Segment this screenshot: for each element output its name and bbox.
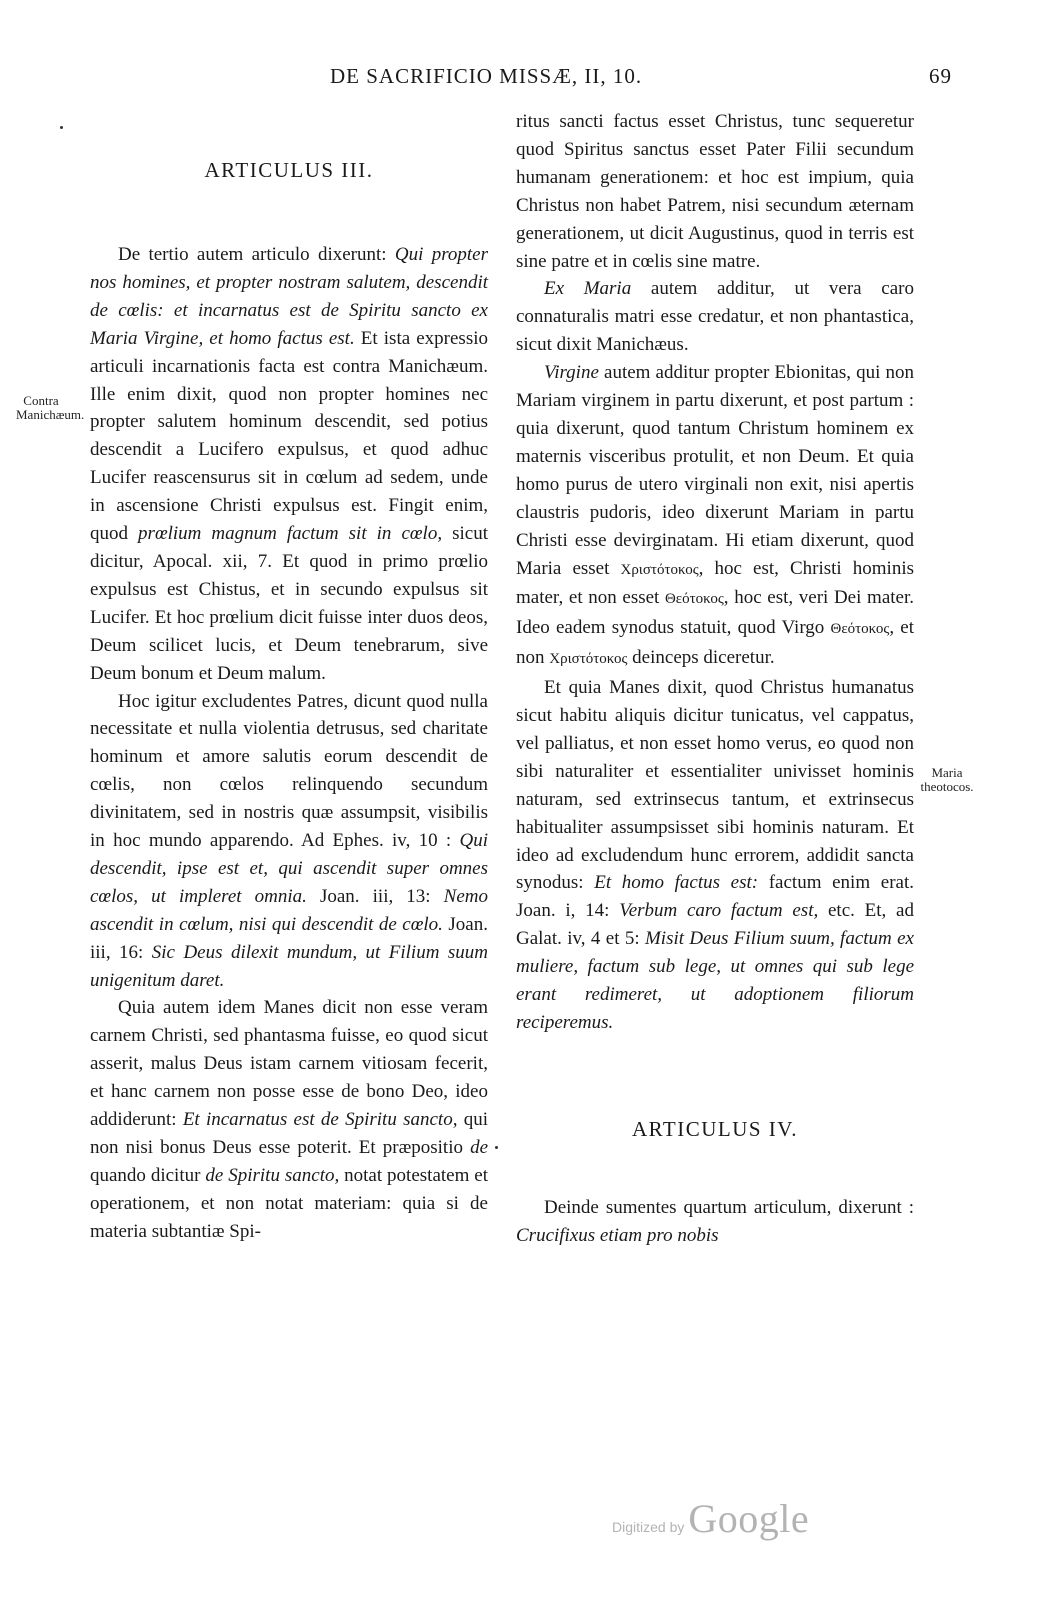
text-run: Hoc igitur excludentes Patres, dicunt quod nulla necessitate et nulla violentia detrusus, sed charitate hominum et amore salutis eorum descendit de cœlis, non cœlos relinquendo secundum divinitatem, sed in nostris quæ assumpsit, visibilis in hoc mundo apparendo. Ad Ephes. iv, 10 : bbox=[90, 690, 488, 852]
text-run: , hoc est, Christi hominis mater, et non esset bbox=[516, 557, 914, 609]
quotation: Nemo ascendit in cœlum, nisi qui descendit de cœlo. bbox=[90, 885, 488, 935]
page-number: 69 bbox=[929, 64, 952, 88]
article-heading-iv: ARTICULUS IV. bbox=[631, 1116, 799, 1141]
sidenote-maria-theotocos: Maria theotocos. bbox=[920, 765, 974, 794]
quotation: de bbox=[470, 1137, 488, 1158]
text-run: qui non nisi bonus Deus esse poterit. Et præpositio bbox=[90, 1109, 489, 1158]
text-run: etc. Et, ad Galat. iv, 4 et 5: bbox=[516, 900, 914, 950]
stray-mark bbox=[495, 1146, 498, 1149]
quotation: Verbum caro factum est, bbox=[619, 900, 819, 922]
text-run: autem additur propter Ebionitas, qui non Mariam virginem in partu dixerunt, et post partum : quia dixerunt, quod tantum Christum hominem ex maternis visceribus protulit, et non Deum. Et quia homo purus de utero virginali non exit, nisi apertis claustris pudoris, ideo dixerunt Mariam in partu Christi esse devirginatam. Hi etiam dixerunt, quod Maria esset bbox=[516, 362, 914, 579]
quotation: Misit Deus Filium suum, factum ex muliere, factum sub lege, ut omnes qui sub lege erant redimeret, ut adoptionem filiorum reciperemus. bbox=[516, 928, 914, 1033]
running-title: DE SACRIFICIO MISSÆ, II, 10. bbox=[330, 64, 643, 88]
paragraph bbox=[516, 1194, 914, 1250]
quotation: Et incarnatus est de Spiritu sancto, bbox=[182, 1109, 458, 1131]
paragraph bbox=[90, 688, 488, 995]
text-run: autem additur, ut vera caro connaturalis matri esse credatur, et non phantastica, sicut dixit Manichæus. bbox=[516, 278, 914, 356]
google-logo: Google bbox=[688, 1496, 810, 1541]
greek-word: Θεότοκος bbox=[664, 591, 724, 608]
text-run: Joan. iii, 13: bbox=[306, 885, 444, 907]
text-run: , hoc est, veri Dei mater. Ideo eadem synodus statuit, quod Virgo bbox=[516, 587, 914, 639]
quotation: de Spiritu sancto, bbox=[205, 1164, 340, 1186]
article-heading-iii: ARTICULUS III. bbox=[204, 158, 374, 182]
text-run: sicut dicitur, Apocal. xii, 7. Et quod in primo prœlio expulsus est Chistus, et in secundo expulsus sit Lucifer. Et hoc prœlium dicit fuisse inter duos deos, Deum scilicet lucis, et Deum tenebrarum, sive Deum bonum et Deum malum. bbox=[90, 523, 489, 684]
text-run: deinceps diceretur. bbox=[627, 647, 775, 669]
text-run: Deinde sumentes quartum articulum, dixerunt : bbox=[544, 1196, 914, 1218]
text-run: , et non bbox=[516, 617, 914, 669]
paragraph bbox=[516, 674, 914, 1037]
text-run: Et ista expressio articuli incarnationis facta est contra Manichæum. Ille enim dixit, quod non propter homines nec propter salutem hominum descendit, sed potius descendit a Lucifero expulsus, et quod adhuc Lucifer reascensurus sit in cœlum ad sedem, unde in ascensione Christi expulsus est. Fingit enim, quod bbox=[90, 327, 488, 545]
text-run: Joan. iii, 16: bbox=[90, 913, 488, 963]
quotation: prœlium magnum factum sit in cœlo, bbox=[138, 523, 443, 545]
greek-word: Χριστότοκος bbox=[620, 561, 699, 578]
quotation: Qui descendit, ipse est et, qui ascendit super omnes cœlos, ut impleret omnia. bbox=[90, 830, 488, 907]
greek-word: Θεότοκος bbox=[830, 621, 890, 638]
quotation: Crucifixus etiam pro nobis bbox=[516, 1224, 719, 1246]
quotation: Virgine bbox=[544, 362, 599, 384]
paragraph bbox=[90, 994, 488, 1245]
quotation: Sic Deus dilexit mundum, ut Filium suum unigenitum daret. bbox=[90, 941, 488, 991]
paragraph: ritus sancti factus esset Christus, tunc sequeretur quod Spiritus sanctus esset Pater Filii secundum humanam generationem: et hoc est impium, quia Christus non habet Patrem, nisi secundum æternam generationem, ut dicit Augustinus, quod in terris est sine patre et in cœlis sine matre. bbox=[516, 111, 914, 272]
right-column bbox=[516, 108, 914, 1250]
quotation: Et homo factus est: bbox=[594, 872, 759, 894]
stray-mark bbox=[60, 126, 63, 129]
text-run: Quia autem idem Manes dicit non esse veram carnem Christi, sed phantasma fuisse, eo quod sicut asserit, malus Deus istam carnem vitiosam fecerit, et hanc carnem non posse esse de bono Deo, ideo addiderunt: bbox=[90, 997, 488, 1131]
paragraph bbox=[516, 275, 914, 359]
quotation: Ex Maria bbox=[544, 278, 632, 300]
paragraph bbox=[90, 241, 488, 688]
quotation: Qui propter nos homines, et propter nostram salutem, descendit de cœlis: et incarnatus est de Spiritu sancto ex Maria Virgine, et homo factus est. bbox=[90, 244, 489, 349]
text-run: Et quia Manes dixit, quod Christus humanatus sicut habitu aliquis dicitur tunicatus, vel cappatus, vel palliatus, et non esset homo verus, eo quod non sibi naturaliter et essentialiter univisset hominis naturam, sed extrinsecus tantum, et extrinsecus habitualiter assumpsisset sibi hominis naturam. Et ideo ad excludendum hunc errorem, addidit sancta synodus: bbox=[516, 677, 914, 894]
text-run: quando dicitur bbox=[90, 1164, 206, 1186]
sidenote-contra-manichaeum: Contra Manichæum. bbox=[16, 393, 85, 422]
paragraph bbox=[516, 359, 914, 674]
text-run: De tertio autem articulo dixerunt: bbox=[118, 244, 395, 265]
digitized-watermark bbox=[612, 1495, 809, 1542]
greek-word: Χριστότοκος bbox=[549, 651, 628, 668]
text-run: factum enim erat. Joan. i, 14: bbox=[516, 872, 914, 922]
left-column bbox=[90, 120, 488, 1246]
watermark-prefix: Digitized by bbox=[612, 1519, 685, 1535]
text-run: notat potestatem et operationem, et non notat materiam: quia si de materia subtantiæ Spi- bbox=[90, 1164, 488, 1242]
